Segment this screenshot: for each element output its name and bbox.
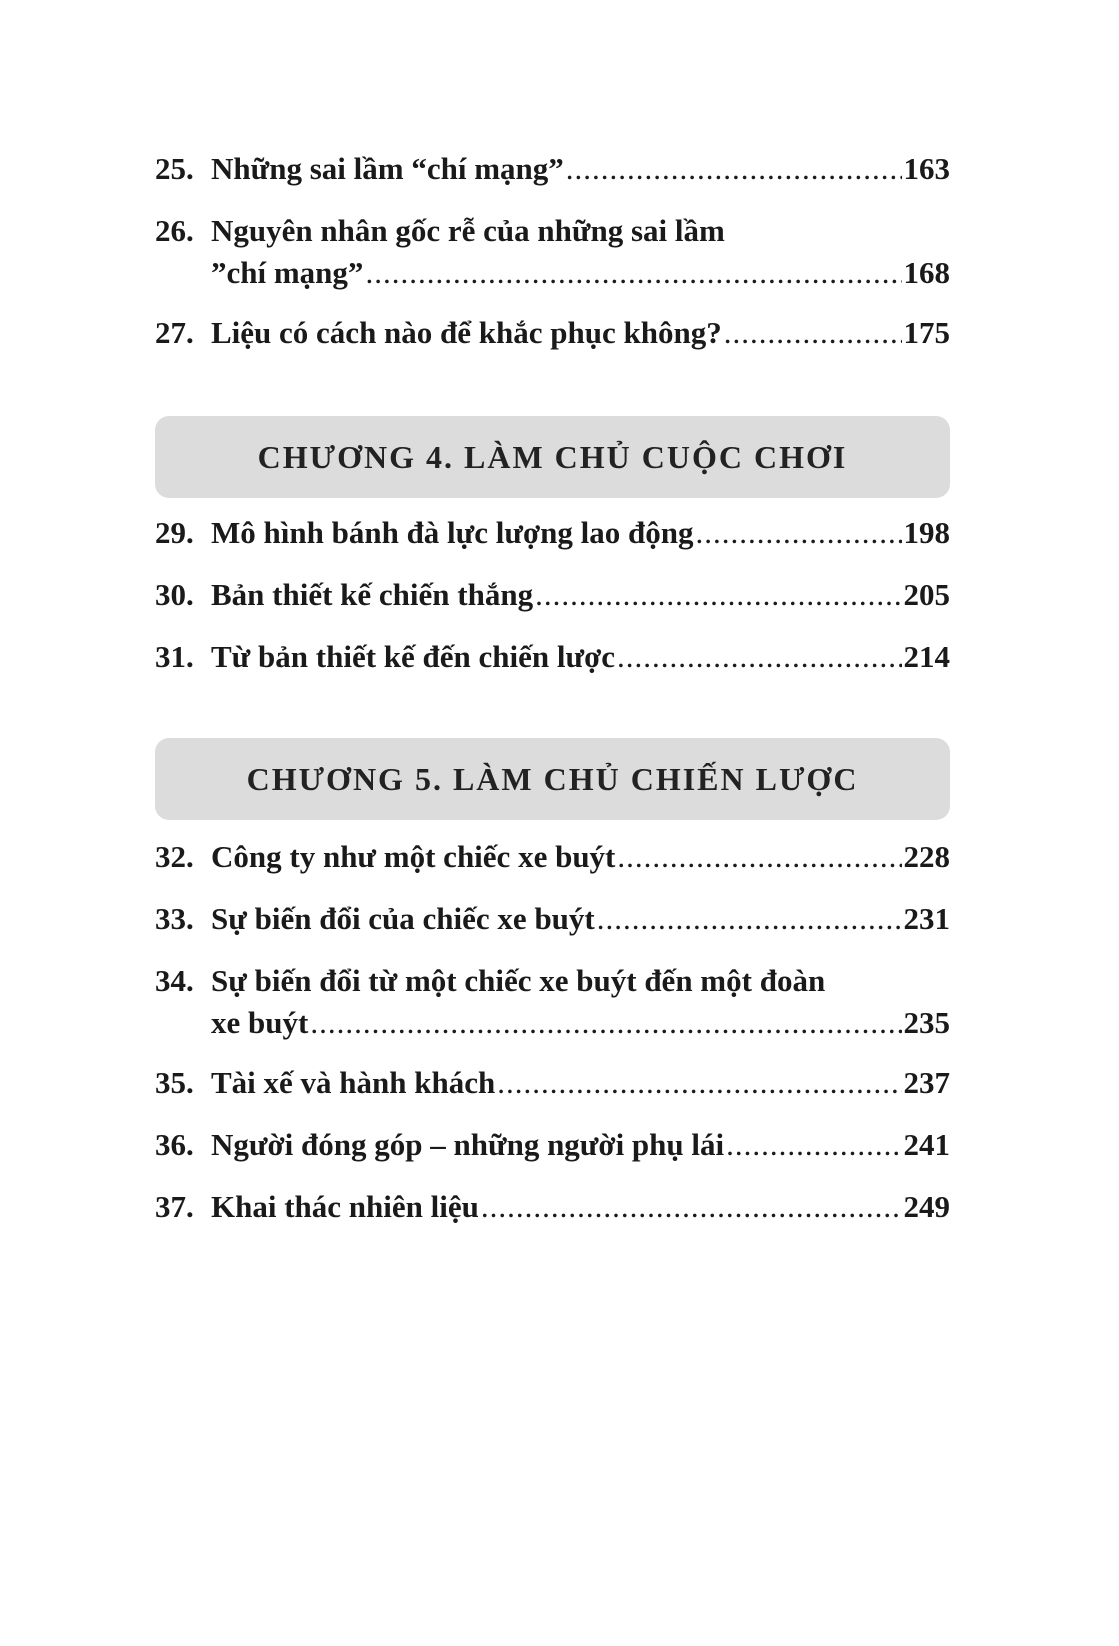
entry-page: 175 xyxy=(903,315,950,350)
entry-page: 231 xyxy=(903,901,950,936)
toc-entry-37 xyxy=(155,1186,950,1228)
entry-title: Từ bản thiết kế đến chiến lược xyxy=(211,639,616,674)
toc-entry-32 xyxy=(155,836,950,878)
entry-number: 32. xyxy=(155,839,194,874)
entry-number: 26. xyxy=(155,213,194,248)
entry-number: 36. xyxy=(155,1127,194,1162)
entry-page: 249 xyxy=(903,1189,950,1224)
entry-number: 25. xyxy=(155,151,194,186)
entry-page: 198 xyxy=(903,515,950,550)
leader-dots xyxy=(617,636,901,678)
entry-page: 235 xyxy=(903,1005,950,1040)
chapter-5-heading: CHƯƠNG 5. LÀM CHỦ CHIẾN LƯỢC xyxy=(155,738,950,820)
leader-dots xyxy=(597,898,902,940)
leader-dots xyxy=(497,1062,901,1104)
entry-page: 168 xyxy=(903,255,950,290)
entry-page: 241 xyxy=(903,1127,950,1162)
leader-dots xyxy=(617,836,901,878)
toc-entry-25 xyxy=(155,148,950,190)
entry-number: 29. xyxy=(155,515,194,550)
entry-page: 237 xyxy=(903,1065,950,1100)
leader-dots xyxy=(726,1124,901,1166)
toc-entry-33 xyxy=(155,898,950,940)
leader-dots xyxy=(365,252,901,294)
leader-dots xyxy=(566,148,902,190)
entry-title: Mô hình bánh đà lực lượng lao động xyxy=(211,515,694,550)
entry-page: 214 xyxy=(903,639,950,674)
leader-dots xyxy=(696,512,902,554)
entry-title: Tài xế và hành khách xyxy=(211,1065,496,1100)
leader-dots xyxy=(535,574,901,616)
toc-entry-31 xyxy=(155,636,950,678)
entry-title: Nguyên nhân gốc rễ của những sai lầm xyxy=(211,213,725,248)
leader-dots xyxy=(310,1002,901,1044)
toc-entry-30 xyxy=(155,574,950,616)
entry-page: 228 xyxy=(903,839,950,874)
entry-title: Sự biến đổi của chiếc xe buýt xyxy=(211,901,595,936)
entry-number: 31. xyxy=(155,639,194,674)
toc-entry-35 xyxy=(155,1062,950,1104)
chapter-4-heading: CHƯƠNG 4. LÀM CHỦ CUỘC CHƠI xyxy=(155,416,950,498)
entry-number: 27. xyxy=(155,315,194,350)
entry-number: 37. xyxy=(155,1189,194,1224)
entry-page: 163 xyxy=(903,151,950,186)
entry-number: 34. xyxy=(155,963,194,998)
entry-title-continued: ”chí mạng” xyxy=(211,255,364,290)
entry-title: Khai thác nhiên liệu xyxy=(211,1189,479,1224)
entry-page: 205 xyxy=(903,577,950,612)
leader-dots xyxy=(724,312,902,354)
entry-title: Liệu có cách nào để khắc phục không? xyxy=(211,315,722,350)
leader-dots xyxy=(481,1186,902,1228)
toc-entry-29 xyxy=(155,512,950,554)
entry-number: 30. xyxy=(155,577,194,612)
entry-number: 33. xyxy=(155,901,194,936)
entry-title: Những sai lầm “chí mạng” xyxy=(211,151,564,186)
entry-title: Bản thiết kế chiến thắng xyxy=(211,577,534,612)
entry-title: Công ty như một chiếc xe buýt xyxy=(211,839,616,874)
entry-title-continued: xe buýt xyxy=(211,1005,309,1040)
toc-entry-34 xyxy=(155,960,950,1044)
toc-entry-27 xyxy=(155,312,950,354)
toc-entry-36 xyxy=(155,1124,950,1166)
entry-number: 35. xyxy=(155,1065,194,1100)
toc-entry-26 xyxy=(155,210,950,294)
entry-title: Sự biến đổi từ một chiếc xe buýt đến một đoàn xyxy=(211,963,826,998)
entry-title: Người đóng góp – những người phụ lái xyxy=(211,1127,725,1162)
